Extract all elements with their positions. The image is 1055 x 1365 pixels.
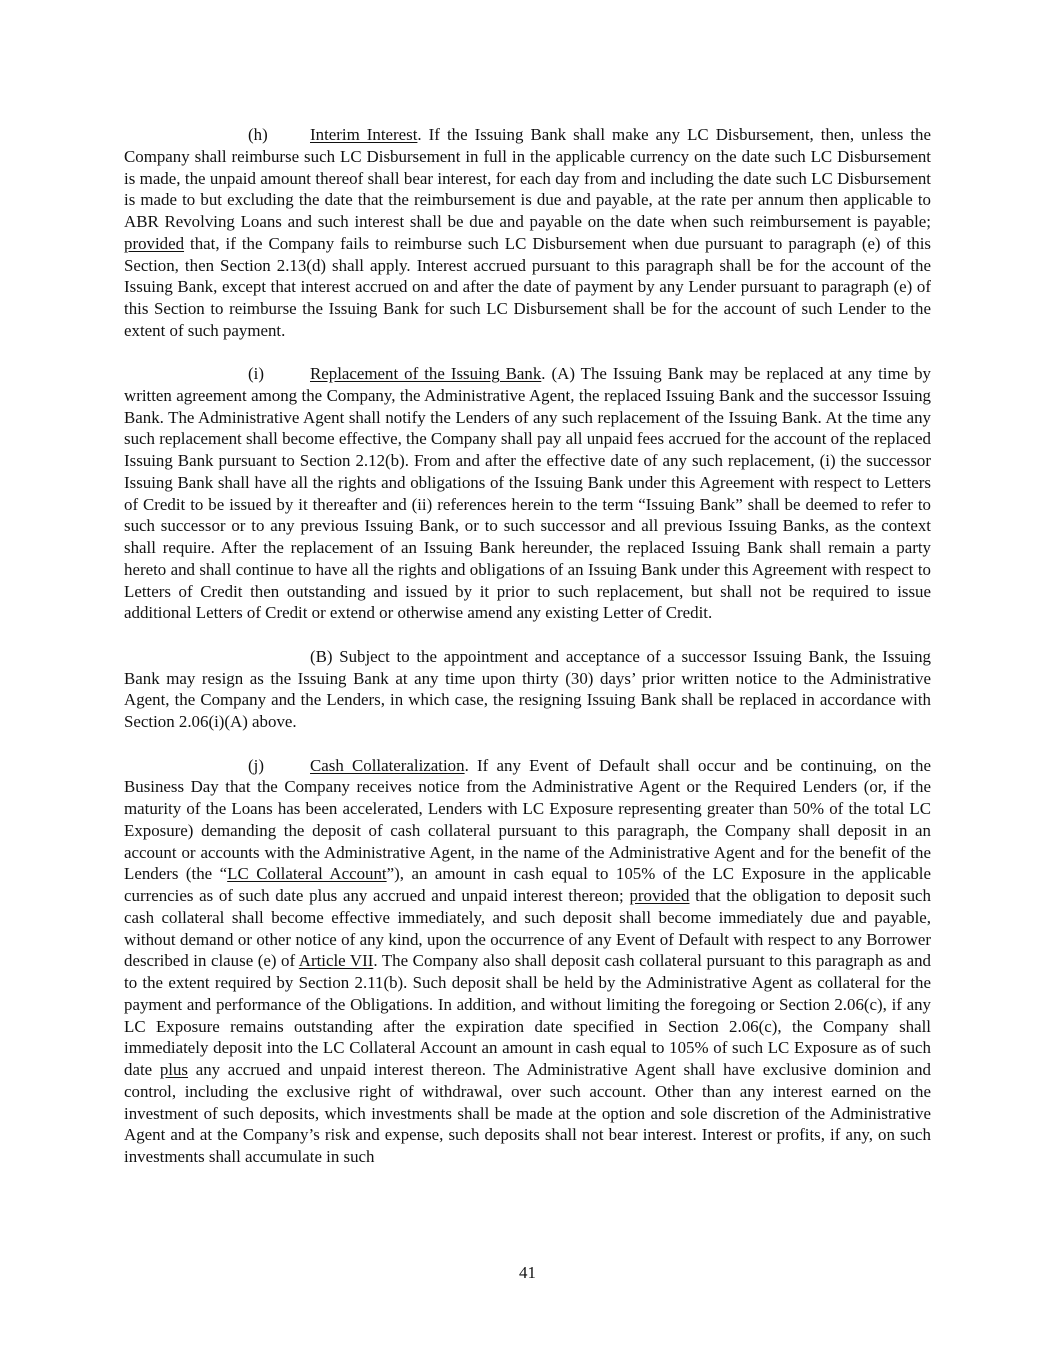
paragraph-h-interim-interest xyxy=(124,124,931,342)
paragraph-text: (B) Subject to the appointment and acceptance of a successor Issuing Bank, the Issuing Bank may resign as the Issuing Bank at any time upon thirty (30) days’ prior written notice to the Administrative Agent, the Company and the Lenders, in which case, the resigning Issuing Bank shall be replaced in accordance with Section 2.06(i)(A) above. xyxy=(124,646,931,732)
paragraph-label: (j) xyxy=(248,755,264,775)
paragraph-heading: Cash Collateralization xyxy=(310,755,465,775)
paragraph-heading: Replacement of the Issuing Bank xyxy=(310,364,542,384)
document-body xyxy=(124,124,931,1190)
defined-term-provided: provided xyxy=(124,233,185,253)
paragraph-text: that the obligation to deposit such cash collateral shall become effective immediately, and such deposit shall become immediately due and payable, without demand or other notice of any kind, upon the occurrence of any Event of Default with respect to any Borrower described in clause (e) of xyxy=(124,886,932,971)
paragraph-j-cash-collateralization xyxy=(124,755,931,1168)
defined-term-plus: plus xyxy=(159,1060,189,1080)
paragraph-text: . If the Issuing Bank shall make any LC Disbursement, then, unless the Company shall reimburse such LC Disbursement in full in the applicable currency on the date such LC Disbursement is made, the unpaid amount thereof shall bear interest, for each day from and including the date such LC Disbursement is made to but excluding the date that the reimbursement is due and payable, at the rate per annum then applicable to ABR Revolving Loans and such interest shall be due and payable on the date when such reimbursement is payable; xyxy=(124,125,932,231)
paragraph-text: . The Company also shall deposit cash collateral pursuant to this paragraph as and to the extent required by Section 2.11(b). Such deposit shall be held by the Administrative Agent as collateral for the payment and performance of the Obligations. In addition, and without limiting the foregoing or Section 2.06(c), if any LC Exposure remains outstanding after the expiration date specified in Section 2.06(c), the Company shall immediately deposit into the LC Collateral Account an amount in cash equal to 105% of such LC Exposure as of such date xyxy=(124,951,931,1080)
paragraph-heading: Interim Interest xyxy=(310,125,418,144)
defined-term-lc-collateral-account: LC Collateral Account xyxy=(227,864,387,884)
cross-reference-article-vii: Article VII xyxy=(298,951,374,971)
paragraph-text: any accrued and unpaid interest thereon. The Administrative Agent shall have exclusive dominion and control, including the exclusive right of withdrawal, over such account. Other than any interest earned on the investment of such deposits, which investments shall be made at the option and sole discretion of the Administrative Agent and at the Company’s risk and expense, such deposits shall not bear interest. Interest or profits, if any, on such investments shall accumulate in such xyxy=(124,1060,932,1167)
paragraph-text: . If any Event of Default shall occur and be continuing, on the Business Day that the Company receives notice from the Administrative Agent or the Required Lenders (or, if the maturity of the Loans has been accelerated, Lenders with LC Exposure representing greater than 50% of the total LC Exposure) demanding the deposit of cash collateral pursuant to this paragraph, the Company shall deposit in an account or accounts with the Administrative Agent, in the name of the Administrative Agent and for the benefit of the Lenders (the “ xyxy=(124,755,931,884)
defined-term-provided: provided xyxy=(629,886,690,906)
paragraph-text: . (A) The Issuing Bank may be replaced at any time by written agreement among the Company, the Administrative Agent, the replaced Issuing Bank and the successor Issuing Bank. The Administrative Agent shall notify the Lenders of any such replacement of the Issuing Bank. At the time any such replacement shall become effective, the Company shall pay all unpaid fees accrued for the account of the replaced Issuing Bank pursuant to Section 2.12(b). From and after the effective date of any such replacement, (i) the successor Issuing Bank shall have all the rights and obligations of the Issuing Bank under this Agreement with respect to Letters of Credit to be issued by it thereafter and (ii) references herein to the term “Issuing Bank” shall be deemed to refer to such successor or to any previous Issuing Bank, or to such successor and all previous Issuing Banks, as the context shall require. After the replacement of an Issuing Bank hereunder, the replaced Issuing Bank shall remain a party hereto and shall continue to have all the rights and obligations of an Issuing Bank under this Agreement with respect to Letters of Credit then outstanding and issued by it prior to such replacement, but shall not be required to issue additional Letters of Credit or extend or otherwise amend any existing Letter of Credit. xyxy=(124,364,931,623)
paragraph-i-b-resignation xyxy=(124,646,931,733)
page-number: 41 xyxy=(519,1263,536,1282)
paragraph-label: (i) xyxy=(248,364,264,384)
paragraph-i-replacement-of-issuing-bank xyxy=(124,363,931,624)
paragraph-text: ”), an amount in cash equal to 105% of the LC Exposure in the applicable currencies as of such date plus any accrued and unpaid interest thereon; xyxy=(124,864,931,906)
paragraph-label: (h) xyxy=(248,125,268,144)
paragraph-text: that, if the Company fails to reimburse such LC Disbursement when due pursuant to paragraph (e) of this Section, then Section 2.13(d) shall apply. Interest accrued pursuant to this paragraph shall be for the account of the Issuing Bank, except that interest accrued on and after the date of payment by any Lender pursuant to paragraph (e) of this Section to reimburse the Issuing Bank for such LC Disbursement shall be for the account of such Lender to the extent of such payment. xyxy=(124,233,931,340)
